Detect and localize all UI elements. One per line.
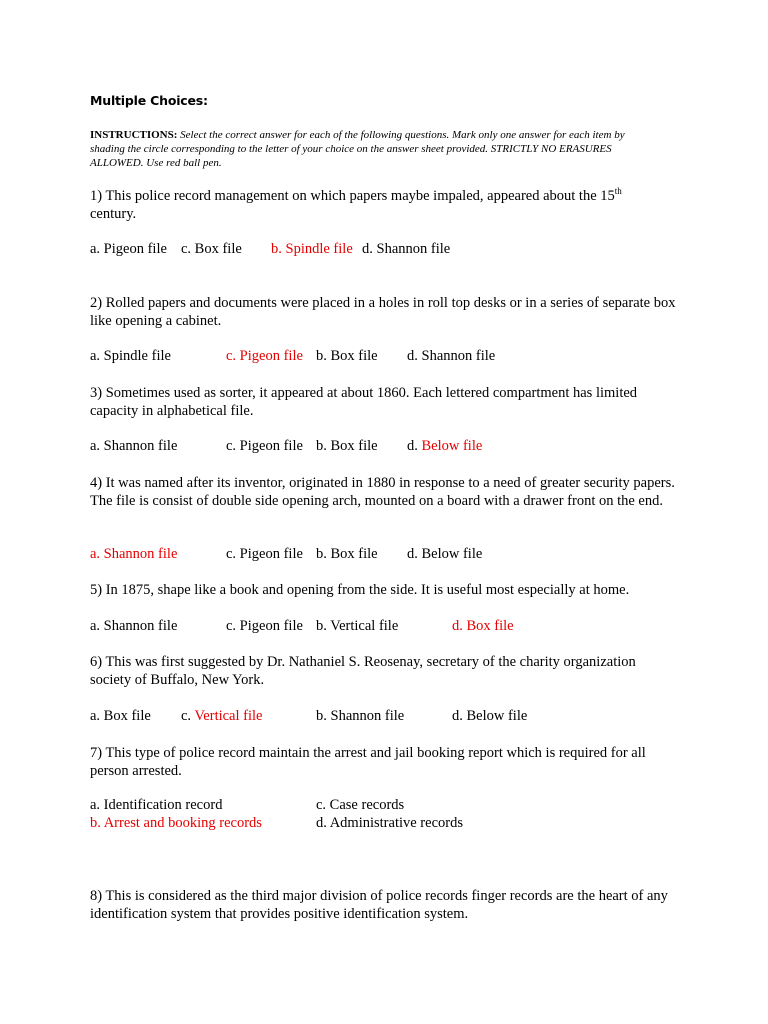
question-1-option-b-correct: b. Spindle file xyxy=(271,241,353,257)
question-7-option-b-correct: b. Arrest and booking records xyxy=(90,815,262,831)
instructions xyxy=(90,128,650,170)
question-5-option-a: a. Shannon file xyxy=(90,618,178,634)
question-6-option-c-correct: Vertical file xyxy=(194,708,263,724)
question-3-text: 3) Sometimes used as sorter, it appeared at about 1860. Each lettered compartment has limited capacity in alphabetical file. xyxy=(90,385,638,419)
question-6-option-c-prefix: c. xyxy=(181,708,195,724)
question-3-option-a: a. Shannon file xyxy=(90,438,178,454)
question-2-option-d: d. Shannon file xyxy=(407,348,496,364)
question-3-option-d-prefix: d. xyxy=(407,438,422,454)
question-4-text: 4) It was named after its inventor, originated in 1880 in response to a need of greater security papers. The file is consist of double side opening arch, mounted on a board with a drawer front on the end. xyxy=(90,475,675,509)
question-2-option-b: b. Box file xyxy=(316,348,378,364)
question-5-option-b: b. Vertical file xyxy=(316,618,399,634)
question-7-option-d: d. Administrative records xyxy=(316,815,463,831)
question-5-option-d-correct: d. Box file xyxy=(452,618,514,634)
question-4-option-d: d. Below file xyxy=(407,546,483,562)
question-4-option-c: c. Pigeon file xyxy=(226,546,303,562)
question-6-option-d: d. Below file xyxy=(452,708,528,724)
question-2-option-a: a. Spindle file xyxy=(90,348,171,364)
question-5-option-c: c. Pigeon file xyxy=(226,618,303,634)
question-1-text-part-a: 1) This police record management on which papers maybe impaled, appeared about the 15 xyxy=(90,188,615,204)
question-7-option-c: c. Case records xyxy=(316,797,405,813)
question-6-text: 6) This was first suggested by Dr. Nathaniel S. Reosenay, secretary of the charity organization society of Buffalo, New York. xyxy=(90,654,636,688)
question-6-option-b: b. Shannon file xyxy=(316,708,405,724)
question-2-text: 2) Rolled papers and documents were placed in a holes in roll top desks or in a series of separate box like opening a cabinet. xyxy=(90,295,676,329)
question-8-text: 8) This is considered as the third major division of police records finger records are the heart of any identification system that provides positive identification system. xyxy=(90,888,668,922)
question-1-text xyxy=(90,187,680,223)
question-1-option-c: c. Box file xyxy=(181,241,242,257)
question-1-option-d: d. Shannon file xyxy=(362,241,451,257)
question-6-option-a: a. Box file xyxy=(90,708,151,724)
question-4-option-a-correct: a. Shannon file xyxy=(90,546,178,562)
question-1-option-a: a. Pigeon file xyxy=(90,241,167,257)
question-3-option-b: b. Box file xyxy=(316,438,378,454)
instructions-lead: INSTRUCTIONS: xyxy=(90,129,178,141)
question-6-option-c xyxy=(181,707,262,725)
question-4-option-b: b. Box file xyxy=(316,546,378,562)
section-heading: Multiple Choices: xyxy=(90,93,208,108)
question-3-option-d xyxy=(407,437,482,455)
question-7-text: 7) This type of police record maintain the arrest and jail booking report which is required for all person arrested. xyxy=(90,745,646,779)
question-1-text-part-b: century. xyxy=(90,206,137,222)
question-5-text: 5) In 1875, shape like a book and opening from the side. It is useful most especially at home. xyxy=(90,582,630,598)
question-3-option-d-correct: Below file xyxy=(421,438,483,454)
question-7-option-a: a. Identification record xyxy=(90,797,223,813)
instructions-text: Select the correct answer for each of the following questions. Mark only one answer for each item by shading the circle corresponding to the letter of your choice on the answer sheet provided. STRICTLY NO ERASURES ALLOWED. Use red ball pen. xyxy=(90,129,625,169)
question-2-option-c-correct: c. Pigeon file xyxy=(226,348,303,364)
question-1-superscript: th xyxy=(614,186,622,197)
question-3-option-c: c. Pigeon file xyxy=(226,438,303,454)
